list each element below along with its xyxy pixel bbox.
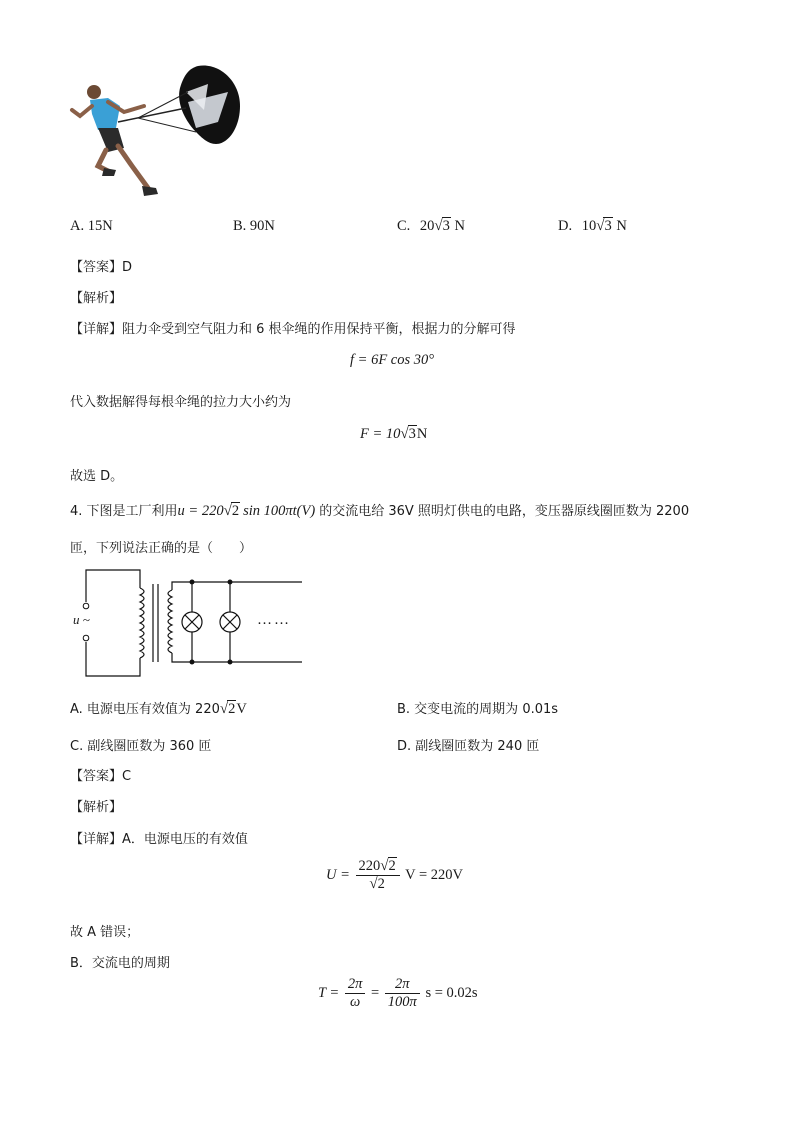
q3-analysis-heading: 【解析】	[70, 291, 123, 306]
q3-equation-2: F = 10√3N	[360, 426, 428, 442]
q3-option-a: A. 15N	[70, 218, 113, 234]
q4-wrong-a: 故 A 错误；	[70, 925, 140, 940]
q4-option-c: C. 副线圈匝数为 360 匝	[70, 739, 212, 754]
q4-option-b-heading: B．交流电的周期	[70, 956, 170, 971]
sqrt-symbol: √2	[223, 503, 240, 519]
q3-detail: 【详解】阻力伞受到空气阻力和 6 根伞绳的作用保持平衡，根据力的分解可得	[70, 322, 516, 337]
q3-answer: 【答案】D	[70, 260, 133, 275]
q3-conclusion: 故选 D。	[70, 469, 124, 484]
q3-substitution-text: 代入数据解得每根伞绳的拉力大小约为	[70, 395, 292, 410]
circuit-source-label: u ~	[73, 612, 90, 627]
q3-option-d-label: D.	[558, 218, 573, 234]
q3-option-c	[397, 218, 465, 235]
sqrt-symbol: √3	[434, 218, 450, 234]
q3-option-c-unit: N	[454, 218, 466, 234]
q4-detail-a: 【详解】A．电源电压的有效值	[70, 832, 248, 847]
q4-option-a: A. 电源电压有效值为 220√2V	[70, 701, 247, 717]
q4-option-d: D. 副线圈匝数为 240 匝	[397, 739, 540, 754]
sqrt-symbol: √3	[400, 426, 416, 442]
q3-equation-1: f = 6F cos 30°	[350, 352, 435, 368]
q4-stem-line2: 匝，下列说法正确的是（ ）	[70, 541, 253, 556]
q4-analysis-heading: 【解析】	[70, 800, 123, 815]
sqrt-symbol: √3	[596, 218, 612, 234]
q3-option-d-unit: N	[616, 218, 627, 234]
q4-stem-line1: 4. 下图是工厂利用u = 220√2 sin 100πt(V) 的交流电给 36V 照明灯供电的电路，变压器原线圈匝数为 2200	[70, 503, 690, 519]
sqrt-symbol: √2	[219, 701, 236, 717]
runner-parachute-illustration	[68, 62, 248, 202]
q3-option-c-coef: 20	[419, 218, 435, 234]
circuit-continuation-dots: ……	[257, 612, 291, 628]
q4-answer: 【答案】C	[70, 769, 132, 784]
q4-equation-T: T = $\frac{2\pi}{\omega}$ = $\frac{2\pi}{100\pi}$ s = 0.02s	[318, 976, 478, 1010]
q3-option-b: B. 90N	[233, 218, 275, 234]
q3-option-d	[558, 218, 627, 235]
q3-option-c-label: C.	[397, 218, 411, 234]
q3-option-d-coef: 10	[581, 218, 597, 234]
q4-option-b: B. 交变电流的周期为 0.01s	[397, 702, 559, 717]
q4-equation-U: U = $\frac{220√2}{√2}$ V = 220V	[326, 858, 463, 892]
